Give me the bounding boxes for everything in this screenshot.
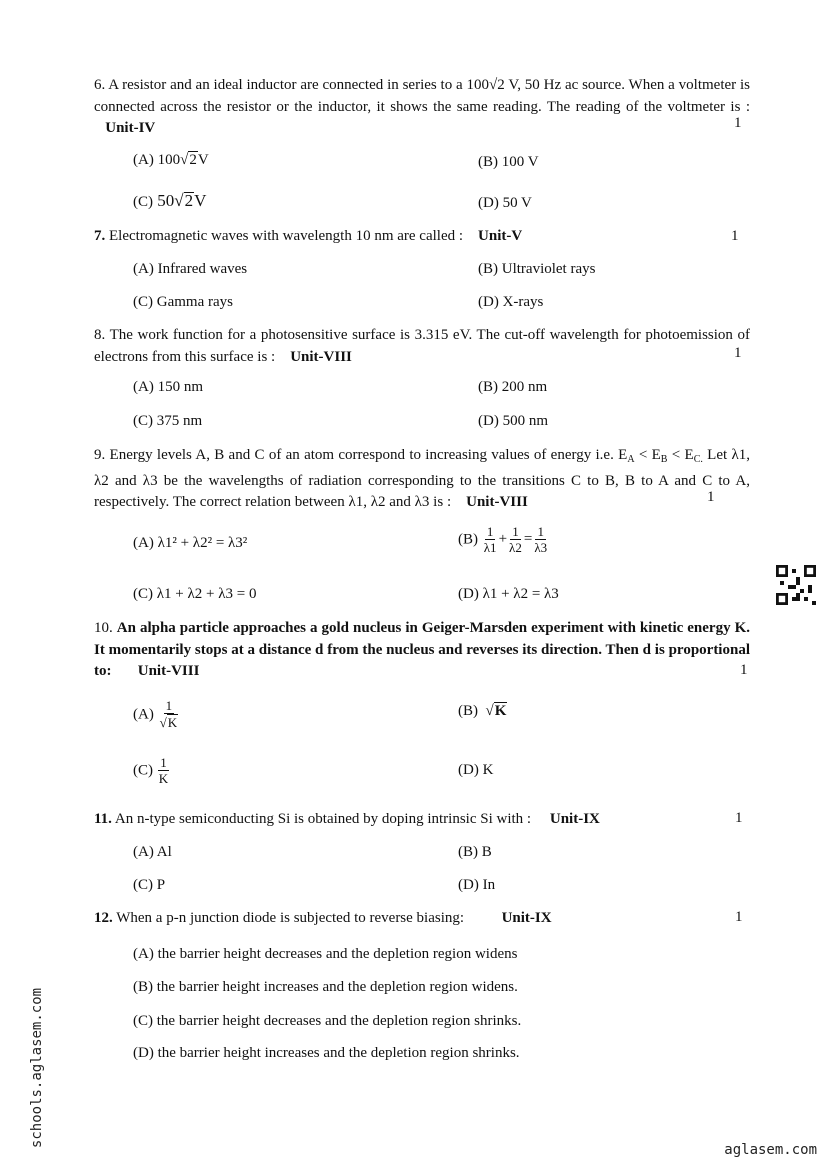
q8-option-b[interactable]: (B) 200 nm	[478, 379, 548, 395]
q8-unit: Unit-VIII	[290, 348, 352, 365]
q6-option-a[interactable]: (A) 100√2V	[133, 152, 209, 168]
q8-option-c[interactable]: (C) 375 nm	[133, 413, 203, 429]
q10-option-a[interactable]: (A) $\frac{1}{√K}$	[133, 698, 178, 730]
q10-unit: Unit-VIII	[137, 663, 200, 679]
q6-text: A resistor and an ideal inductor are connected in series to a 100√2 V, 50 Hz ac source. When a voltmeter is connected across the resistor or the inductor, it shows the same reading. The reading of the voltmeter is :	[94, 77, 750, 115]
q12-option-a[interactable]: (A) the barrier height decreases and the depletion region widens	[133, 946, 518, 962]
q11-marks: 1	[735, 810, 743, 826]
q8-number: 8.	[94, 327, 106, 343]
q9-option-b[interactable]: (B) $\frac{1}{\lambda 1}$ + $\frac{1}{\lambda 2}$ = $\frac{1}{\lambda 3}$	[458, 524, 548, 555]
q6-option-d[interactable]: (D) 50 V	[478, 195, 532, 211]
q10-option-d[interactable]: (D) K	[458, 762, 494, 778]
q10-option-b[interactable]: (B) √K	[458, 703, 507, 719]
q7-option-a[interactable]: (A) Infrared waves	[133, 261, 248, 277]
q12-option-b[interactable]: (B) the barrier height increases and the depletion region widens.	[133, 979, 518, 995]
question-8	[94, 325, 750, 368]
side-watermark: schools.aglasem.com	[29, 987, 45, 1149]
q11-option-a[interactable]: (A) Al	[133, 844, 172, 860]
q11-option-c[interactable]: (C) P	[133, 877, 166, 893]
question-12	[94, 908, 750, 930]
q12-number: 12.	[94, 910, 113, 926]
q11-unit: Unit-IX	[549, 811, 600, 827]
q10-option-c[interactable]: (C) $\frac{1}{K}$	[133, 755, 169, 786]
question-11	[94, 809, 750, 831]
q9-option-d[interactable]: (D) λ1 + λ2 = λ3	[458, 586, 559, 602]
q8-option-d[interactable]: (D) 500 nm	[478, 413, 548, 429]
q12-marks: 1	[735, 909, 743, 925]
q11-option-b[interactable]: (B) B	[458, 844, 492, 860]
q9-text-part3: Let λ1, λ2 and λ3 be the wavelengths of radiation corresponding to the transitions C to B, B to A and C to A, respectively. The correct relation between λ1, λ2 and λ3 is :	[94, 447, 750, 510]
q7-number: 7.	[94, 228, 106, 244]
q9-option-c[interactable]: (C) λ1 + λ2 + λ3 = 0	[133, 586, 257, 602]
q6-option-b[interactable]: (B) 100 V	[478, 154, 539, 170]
footer-watermark: aglasem.com	[724, 1142, 817, 1158]
q6-number: 6.	[94, 77, 106, 93]
q12-option-d[interactable]: (D) the barrier height increases and the depletion region shrinks.	[133, 1045, 520, 1061]
q9-marks: 1	[707, 489, 715, 505]
q8-marks: 1	[734, 345, 742, 361]
q9-text-part1: 9. Energy levels A, B and C of an atom correspond to increasing values of energy i.e. E	[94, 447, 628, 463]
q11-number: 11.	[94, 811, 112, 827]
question-6	[94, 75, 750, 140]
question-10	[94, 618, 750, 683]
q12-option-c[interactable]: (C) the barrier height decreases and the depletion region shrinks.	[133, 1013, 522, 1029]
q8-option-a[interactable]: (A) 150 nm	[133, 379, 203, 395]
q11-text: An n-type semiconducting Si is obtained by doping intrinsic Si with :	[114, 811, 532, 827]
q6-marks: 1	[734, 115, 742, 131]
q9-option-a[interactable]: (A) λ1² + λ2² = λ3²	[133, 535, 248, 551]
q10-number: 10.	[94, 620, 113, 636]
q7-text: Electromagnetic waves with wavelength 10 nm are called :	[109, 228, 464, 244]
q6-option-c[interactable]: (C) 50√2V	[133, 191, 207, 210]
q9-unit: Unit-VIII	[466, 494, 528, 510]
q8-text: The work function for a photosensitive surface is 3.315 eV. The cut-off wavelength for photoemission of electrons from this surface is :	[94, 327, 750, 365]
q12-text: When a p-n junction diode is subjected to reverse biasing:	[116, 910, 465, 926]
q7-option-d[interactable]: (D) X-rays	[478, 294, 544, 310]
q10-marks: 1	[740, 662, 748, 678]
question-7	[94, 226, 750, 248]
q7-unit: Unit-V	[478, 228, 523, 244]
q7-option-c[interactable]: (C) Gamma rays	[133, 294, 233, 310]
q10-text: An alpha particle approaches a gold nucleus in Geiger-Marsden experiment with kinetic energy K. It momentarily stops at a distance d from the nucleus and reverses its direction. Then d is proportional to:	[94, 620, 751, 679]
q12-unit: Unit-IX	[501, 910, 552, 926]
q7-option-b[interactable]: (B) Ultraviolet rays	[478, 261, 596, 277]
q7-marks: 1	[731, 228, 739, 244]
question-9: 9. Energy levels A, B and C of an atom correspond to increasing values of energy i.e. $E_A < E_B < E_{C.}$ Let λ1, λ2 and λ3 be the wavelengths of radiation corresponding to the transitions C to B, B to A and C to A, respectively. The correct relation between λ1, λ2 and λ3 is : Unit-VIII	[94, 447, 750, 510]
q6-unit: Unit-IV	[105, 120, 156, 136]
qr-code-icon	[776, 565, 816, 605]
q11-option-d[interactable]: (D) In	[458, 877, 496, 893]
